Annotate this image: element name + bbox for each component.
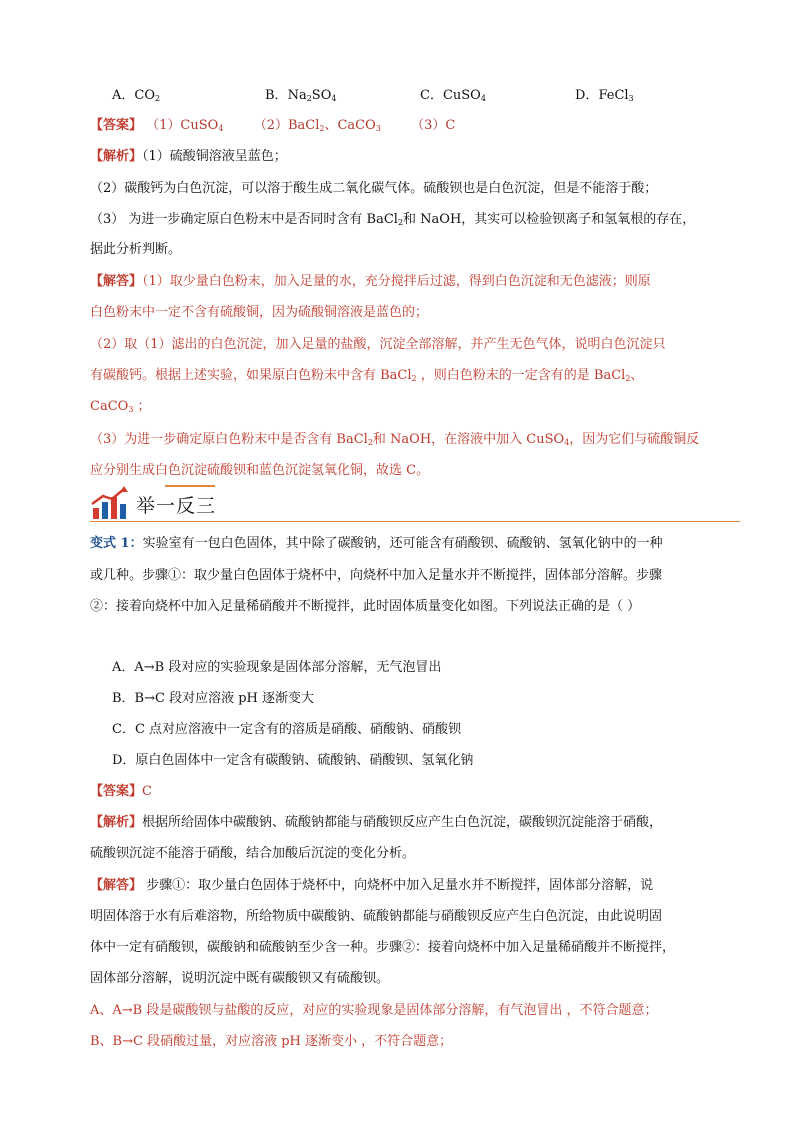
variant1-option-d: D．原白色固体中一定含有碳酸钠、硫酸钠、硝酸钡、氢氧化钠 (112, 753, 474, 768)
variant1-analysis-line-2: 硫酸钡沉淀不能溶于硝酸，结合加酸后沉淀的变化分析。 (90, 846, 416, 861)
section-title: 举一反三 (136, 495, 217, 517)
q1-solution-line-3: （2）取（1）滤出的白色沉淀，加入足量的盐酸，沉淀全部溶解，并产生无色气体，说明白色沉淀只 (90, 337, 666, 352)
variant1-solution-line-4: 固体部分溶解，说明沉淀中既有碳酸钡又有硫酸钡。 (90, 971, 390, 986)
section-title-accent (165, 485, 215, 487)
variant1-option-a: A．A→B 段对应的实验现象是固体部分溶解，无气泡冒出 (112, 660, 442, 675)
variant1-solution-line-2: 明固体溶于水有后难溶物，所给物质中碳酸钠、硫酸钠都能与硝酸钡反应产生白色沉淀，由此说明固 (90, 909, 663, 924)
q1-solution-line-6: （3）为进一步确定原白色粉末中是否含有 BaCl$_2$和 NaOH，在溶液中加入 CuSO$_4$，因为它们与硫酸铜反 (90, 432, 700, 447)
variant1-option-c: C．C 点对应溶液中一定含有的溶质是硝酸、硝酸钠、硝酸钡 (112, 722, 462, 737)
variant1-solution-line-3: 体中一定有硝酸钡，碳酸钠和硫酸钠至少含一种。步骤②：接着向烧杯中加入足量稀硝酸并不断搅拌， (90, 940, 676, 955)
answer-tag: 【答案】 (90, 118, 143, 133)
solution-tag: 【解答】 (90, 274, 143, 289)
q1-solution-line-4: 有碳酸钙。根据上述实验，如果原白色粉末中含有 BaCl$_2$ ，则白色粉末的一定含有的是 BaCl$_2$、 (90, 368, 644, 383)
q1-solution-line-2: 白色粉末中一定不含有硫酸铜，因为硫酸铜溶液是蓝色的； (90, 305, 429, 320)
q1-answer: 【答案】 （1）CuSO$_4$ （2）BaCl$_2$、CaCO$_3$ （3）C (90, 118, 456, 133)
q1-solution-line-7: 应分别生成白色沉淀硫酸钡和蓝色沉淀氢氧化铜，故选 C。 (90, 463, 430, 478)
variant1-stem-line-1: 变式 1：实验室有一包白色固体，其中除了碳酸钠，还可能含有硝酸钡、硫酸钠、氢氧化钠中的一种 (90, 536, 663, 551)
variant1-tag: 变式 1： (90, 536, 143, 551)
variant1-answer: 【答案】C (90, 784, 152, 799)
variant1-option-b: B．B→C 段对应溶液 pH 逐渐变大 (112, 691, 315, 706)
q1-analysis-line-2: （2）碳酸钙为白色沉淀，可以溶于酸生成二氧化碳气体。硫酸钡也是白色沉淀，但是不能溶于酸； (90, 181, 658, 196)
q1-analysis-line-4: 据此分析判断。 (90, 242, 182, 257)
variant1-analysis-line-1: 【解析】根据所给固体中碳酸钠、硫酸钠都能与硝酸钡反应产生白色沉淀，碳酸钡沉淀能溶于硝酸， (90, 815, 663, 830)
variant1-solution-line-5: A、A→B 段是碳酸钡与盐酸的反应，对应的实验现象是固体部分溶解，有气泡冒出 ，不符合题意； (90, 1003, 658, 1018)
q1-solution-line-5: CaCO$_3$ ； (90, 399, 151, 414)
variant1-solution-line-6: B、B→C 段硝酸过量，对应溶液 pH 逐渐变小 ，不符合题意； (90, 1034, 453, 1049)
analysis-tag: 【解析】 (90, 149, 143, 164)
option-c: C．CuSO$_4$ (420, 88, 486, 103)
variant1-solution-line-1: 【解答】 步骤①：取少量白色固体于烧杯中，向烧杯中加入足量水并不断搅拌，固体部分溶解，说 (90, 878, 654, 893)
variant1-stem-line-2: 或几种。步骤①：取少量白色固体于烧杯中，向烧杯中加入足量水并不断搅拌，固体部分溶解。步骤 (90, 568, 663, 583)
q1-analysis-line-1: 【解析】（1）硫酸铜溶液呈蓝色； (90, 149, 287, 164)
variant1-stem-line-3: ②：接着向烧杯中加入足量稀硝酸并不断搅拌，此时固体质量变化如图。下列说法正确的是（ ） (90, 599, 641, 614)
q1-solution-line-1: 【解答】（1）取少量白色粉末，加入足量的水，充分搅拌后过滤，得到白色沉淀和无色滤液；则原 (90, 274, 651, 289)
option-a: A．$CO_2$ (112, 88, 161, 103)
option-d: D．FeCl$_3$ (575, 88, 634, 103)
chart-growth-icon (90, 486, 130, 522)
option-b: B．$Na_2SO_4$ (265, 88, 337, 103)
section-divider (90, 521, 740, 522)
q1-analysis-line-3: （3） 为进一步确定原白色粉末中是否同时含有 BaCl$_2$和 NaOH，其实可以检验钡离子和氢氧根的存在， (90, 212, 696, 227)
